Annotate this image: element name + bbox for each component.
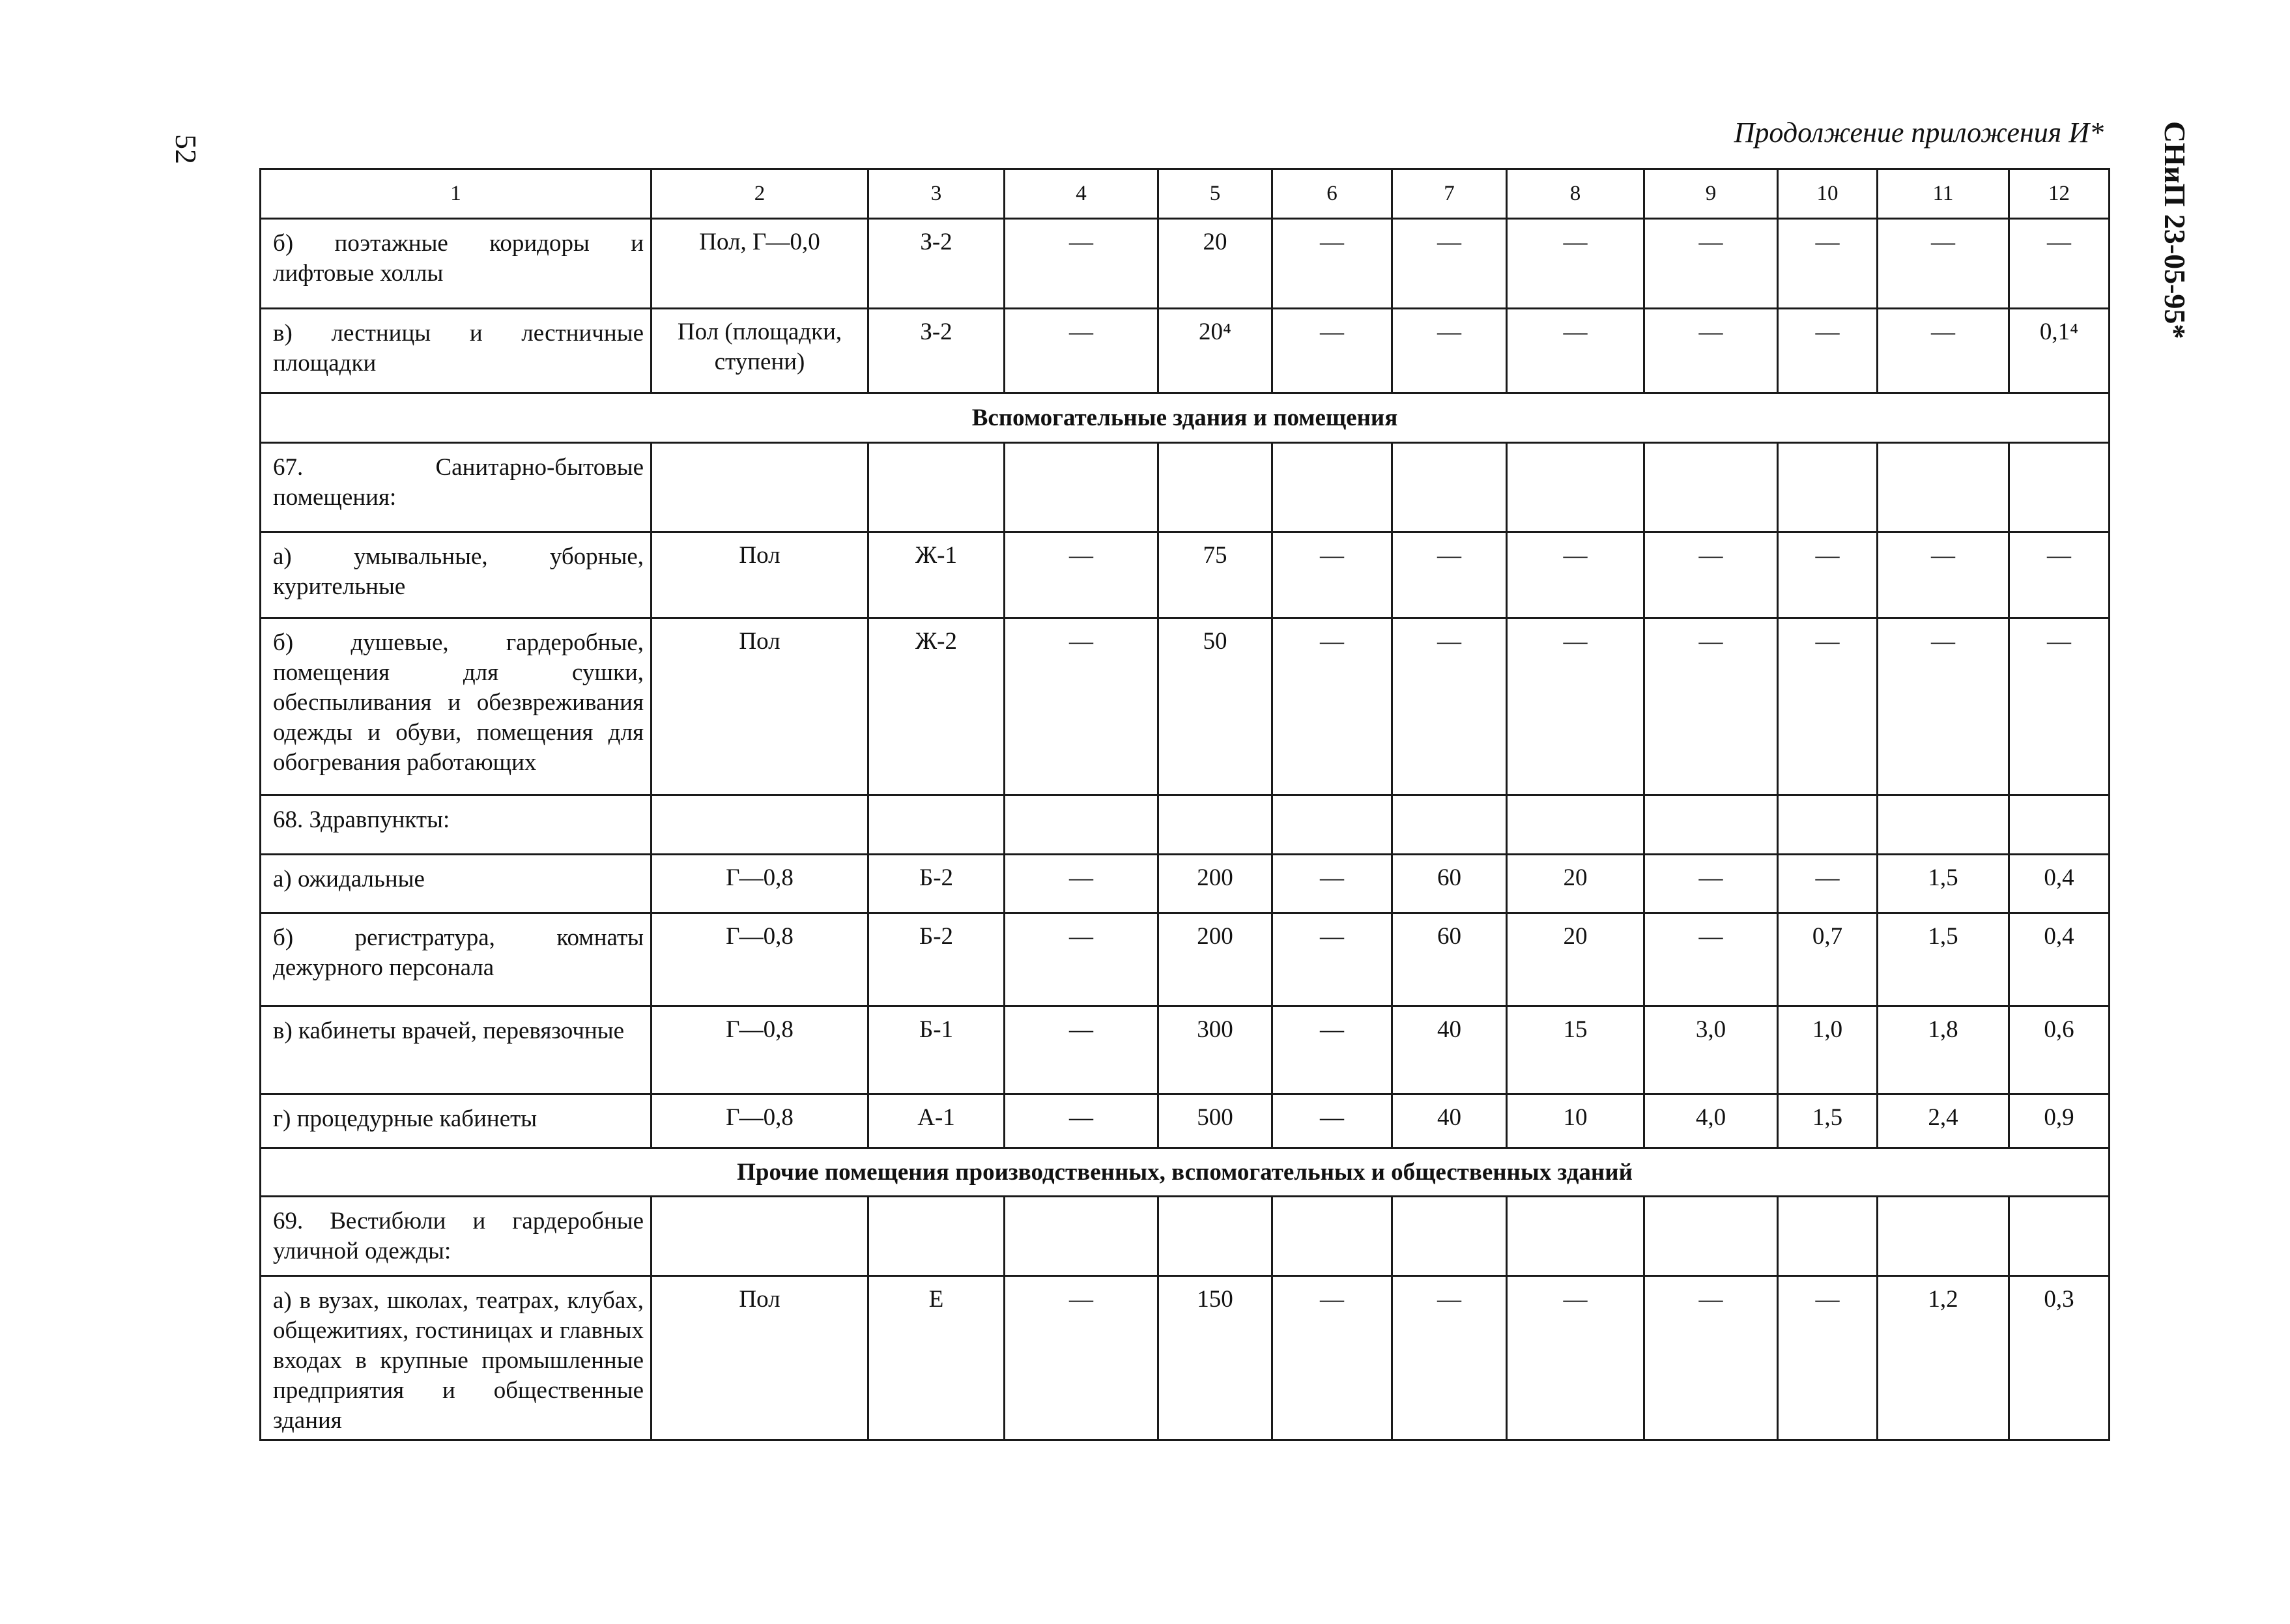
- column-number: 4: [1005, 169, 1158, 219]
- value-cell: —: [1778, 309, 1878, 393]
- value-cell: —: [1392, 219, 1507, 309]
- value-cell: —: [1644, 219, 1778, 309]
- value-cell: 15: [1507, 1006, 1644, 1094]
- value-cell: [868, 795, 1005, 855]
- value-cell: 2,4: [1878, 1094, 2009, 1148]
- value-cell: Б-2: [868, 913, 1005, 1006]
- value-cell: [1392, 443, 1507, 532]
- value-cell: —: [1272, 1276, 1392, 1440]
- value-cell: Б-2: [868, 855, 1005, 913]
- table-row: [261, 1197, 2110, 1276]
- value-cell: —: [1005, 618, 1158, 795]
- value-cell: —: [1507, 532, 1644, 618]
- value-cell: [1005, 1197, 1158, 1276]
- value-cell: —: [1878, 219, 2009, 309]
- section-row: [261, 393, 2110, 443]
- value-cell: Ж-1: [868, 532, 1005, 618]
- value-cell: 0,6: [2009, 1006, 2110, 1094]
- value-cell: —: [1644, 309, 1778, 393]
- page-number: 52: [169, 134, 203, 164]
- value-cell: —: [2009, 532, 2110, 618]
- value-cell: [1507, 443, 1644, 532]
- value-cell: —: [1644, 1276, 1778, 1440]
- table-row: [261, 443, 2110, 532]
- value-cell: —: [1272, 1094, 1392, 1148]
- value-cell: Г—0,8: [651, 1006, 868, 1094]
- room-type-cell: 67. Санитарно-бытовые помещения:: [261, 443, 651, 532]
- value-cell: —: [1272, 532, 1392, 618]
- value-cell: Г—0,8: [651, 855, 868, 913]
- room-type-cell: 69. Вестибюли и гардеробные уличной одежды:: [261, 1197, 651, 1276]
- value-cell: —: [1507, 309, 1644, 393]
- value-cell: —: [1644, 618, 1778, 795]
- column-number-row: [261, 169, 2110, 219]
- value-cell: [2009, 1197, 2110, 1276]
- value-cell: —: [1272, 309, 1392, 393]
- room-type-cell: б) поэтажные коридоры и лифтовые холлы: [261, 219, 651, 309]
- value-cell: 200: [1158, 913, 1272, 1006]
- table-row: [261, 219, 2110, 309]
- value-cell: [1644, 795, 1778, 855]
- room-type-cell: а) умывальные, уборные, курительные: [261, 532, 651, 618]
- value-cell: 300: [1158, 1006, 1272, 1094]
- value-cell: [1158, 795, 1272, 855]
- value-cell: Пол: [651, 532, 868, 618]
- column-number: 2: [651, 169, 868, 219]
- value-cell: Е: [868, 1276, 1005, 1440]
- value-cell: —: [1644, 855, 1778, 913]
- value-cell: —: [1778, 532, 1878, 618]
- value-cell: —: [2009, 618, 2110, 795]
- column-number: 6: [1272, 169, 1392, 219]
- value-cell: 50: [1158, 618, 1272, 795]
- table-row: [261, 795, 2110, 855]
- value-cell: Пол (площадки, ступени): [651, 309, 868, 393]
- value-cell: —: [1392, 532, 1507, 618]
- value-cell: 150: [1158, 1276, 1272, 1440]
- value-cell: —: [1778, 618, 1878, 795]
- value-cell: [1778, 443, 1878, 532]
- value-cell: 0,4: [2009, 913, 2110, 1006]
- room-type-cell: б) душевые, гардеробные, помещения для сушки, обеспыливания и обезвреживания одежды и обуви, помещения для обогревания работающих: [261, 618, 651, 795]
- column-number: 1: [261, 169, 651, 219]
- value-cell: 40: [1392, 1094, 1507, 1148]
- value-cell: —: [1272, 913, 1392, 1006]
- value-cell: [1644, 1197, 1778, 1276]
- value-cell: —: [1507, 1276, 1644, 1440]
- room-type-cell: г) процедурные кабинеты: [261, 1094, 651, 1148]
- value-cell: —: [1644, 532, 1778, 618]
- room-type-cell: а) в вузах, школах, театрах, клубах, общежитиях, гостиницах и главных входах в крупные промышленные предприятия и общественные здания: [261, 1276, 651, 1440]
- column-number: 8: [1507, 169, 1644, 219]
- value-cell: —: [1778, 1276, 1878, 1440]
- value-cell: —: [1392, 618, 1507, 795]
- value-cell: 0,1⁴: [2009, 309, 2110, 393]
- value-cell: —: [1005, 1094, 1158, 1148]
- section-title: Вспомогательные здания и помещения: [261, 393, 2110, 443]
- table-row: [261, 309, 2110, 393]
- column-number: 7: [1392, 169, 1507, 219]
- value-cell: [1158, 443, 1272, 532]
- value-cell: [1644, 443, 1778, 532]
- value-cell: —: [1272, 219, 1392, 309]
- value-cell: —: [1507, 618, 1644, 795]
- value-cell: [1878, 1197, 2009, 1276]
- table-row: [261, 855, 2110, 913]
- value-cell: З-2: [868, 309, 1005, 393]
- value-cell: [1272, 1197, 1392, 1276]
- value-cell: 1,2: [1878, 1276, 2009, 1440]
- value-cell: [1507, 795, 1644, 855]
- value-cell: [1778, 795, 1878, 855]
- value-cell: Г—0,8: [651, 1094, 868, 1148]
- value-cell: Пол, Г—0,0: [651, 219, 868, 309]
- value-cell: 500: [1158, 1094, 1272, 1148]
- column-number: 3: [868, 169, 1005, 219]
- value-cell: —: [1507, 219, 1644, 309]
- value-cell: [1392, 1197, 1507, 1276]
- value-cell: [868, 443, 1005, 532]
- value-cell: —: [1005, 309, 1158, 393]
- value-cell: З-2: [868, 219, 1005, 309]
- value-cell: —: [1778, 855, 1878, 913]
- room-type-cell: б) регистратура, комнаты дежурного персонала: [261, 913, 651, 1006]
- room-type-cell: в) лестницы и лестничные площадки: [261, 309, 651, 393]
- value-cell: —: [1392, 309, 1507, 393]
- value-cell: —: [1878, 309, 2009, 393]
- value-cell: [1507, 1197, 1644, 1276]
- table-row: [261, 532, 2110, 618]
- value-cell: —: [1272, 855, 1392, 913]
- value-cell: —: [1005, 1276, 1158, 1440]
- value-cell: 1,5: [1778, 1094, 1878, 1148]
- table-row: [261, 1006, 2110, 1094]
- value-cell: —: [1005, 855, 1158, 913]
- value-cell: 1,5: [1878, 913, 2009, 1006]
- column-number: 11: [1878, 169, 2009, 219]
- value-cell: [651, 795, 868, 855]
- value-cell: 10: [1507, 1094, 1644, 1148]
- continuation-title: Продолжение приложения И*: [1734, 117, 2104, 149]
- value-cell: 40: [1392, 1006, 1507, 1094]
- value-cell: 20: [1507, 913, 1644, 1006]
- value-cell: [1392, 795, 1507, 855]
- value-cell: —: [1878, 618, 2009, 795]
- value-cell: —: [2009, 219, 2110, 309]
- room-type-cell: 68. Здравпункты:: [261, 795, 651, 855]
- value-cell: Г—0,8: [651, 913, 868, 1006]
- column-number: 12: [2009, 169, 2110, 219]
- value-cell: —: [1878, 532, 2009, 618]
- value-cell: [2009, 795, 2110, 855]
- value-cell: 1,8: [1878, 1006, 2009, 1094]
- value-cell: —: [1778, 219, 1878, 309]
- table-row: [261, 618, 2110, 795]
- value-cell: [1005, 443, 1158, 532]
- table-row: [261, 1094, 2110, 1148]
- value-cell: 20: [1507, 855, 1644, 913]
- value-cell: [1878, 795, 2009, 855]
- value-cell: 0,7: [1778, 913, 1878, 1006]
- value-cell: [1272, 443, 1392, 532]
- table-row: [261, 1276, 2110, 1440]
- value-cell: Ж-2: [868, 618, 1005, 795]
- value-cell: 60: [1392, 855, 1507, 913]
- value-cell: 75: [1158, 532, 1272, 618]
- column-number: 9: [1644, 169, 1778, 219]
- value-cell: —: [1005, 532, 1158, 618]
- value-cell: [2009, 443, 2110, 532]
- value-cell: [868, 1197, 1005, 1276]
- value-cell: 20: [1158, 219, 1272, 309]
- value-cell: 0,4: [2009, 855, 2110, 913]
- value-cell: —: [1272, 618, 1392, 795]
- room-type-cell: а) ожидальные: [261, 855, 651, 913]
- value-cell: 0,3: [2009, 1276, 2110, 1440]
- value-cell: —: [1005, 1006, 1158, 1094]
- value-cell: [651, 443, 868, 532]
- value-cell: Пол: [651, 618, 868, 795]
- value-cell: 60: [1392, 913, 1507, 1006]
- value-cell: 200: [1158, 855, 1272, 913]
- value-cell: А-1: [868, 1094, 1005, 1148]
- value-cell: —: [1005, 219, 1158, 309]
- value-cell: 3,0: [1644, 1006, 1778, 1094]
- section-row: [261, 1148, 2110, 1197]
- table-row: [261, 913, 2110, 1006]
- section-title: Прочие помещения производственных, вспомогательных и общественных зданий: [261, 1148, 2110, 1197]
- value-cell: —: [1005, 913, 1158, 1006]
- value-cell: —: [1392, 1276, 1507, 1440]
- value-cell: 4,0: [1644, 1094, 1778, 1148]
- value-cell: —: [1272, 1006, 1392, 1094]
- column-number: 10: [1778, 169, 1878, 219]
- value-cell: Б-1: [868, 1006, 1005, 1094]
- value-cell: [651, 1197, 868, 1276]
- column-number: 5: [1158, 169, 1272, 219]
- value-cell: [1272, 795, 1392, 855]
- norms-table: [259, 168, 2110, 1441]
- value-cell: [1778, 1197, 1878, 1276]
- value-cell: 20⁴: [1158, 309, 1272, 393]
- value-cell: [1005, 795, 1158, 855]
- value-cell: [1878, 443, 2009, 532]
- value-cell: 1,0: [1778, 1006, 1878, 1094]
- value-cell: Пол: [651, 1276, 868, 1440]
- value-cell: —: [1644, 913, 1778, 1006]
- document-code: СНиП 23-05-95*: [2158, 121, 2192, 339]
- value-cell: 0,9: [2009, 1094, 2110, 1148]
- room-type-cell: в) кабинеты врачей, перевязочные: [261, 1006, 651, 1094]
- value-cell: 1,5: [1878, 855, 2009, 913]
- value-cell: [1158, 1197, 1272, 1276]
